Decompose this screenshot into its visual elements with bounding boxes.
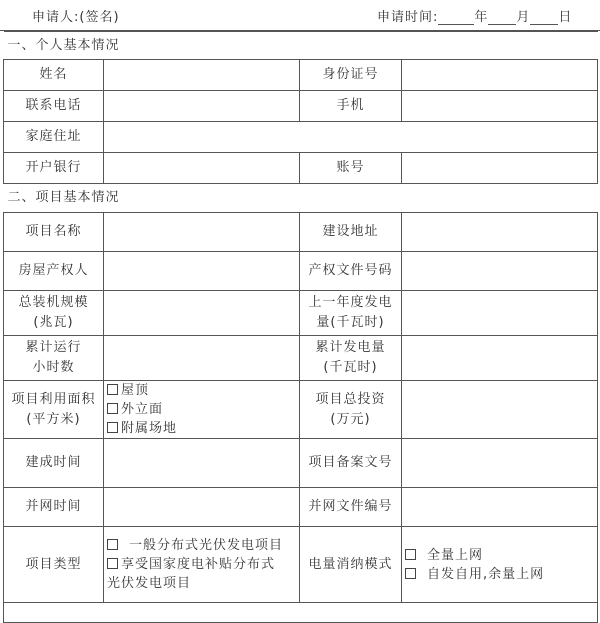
owner-label: 房屋产权人	[4, 252, 104, 291]
total-generation-field[interactable]	[402, 336, 598, 381]
month-blank[interactable]	[488, 10, 516, 25]
investment-line1: 项目总投资	[315, 391, 386, 407]
checkbox-self-use[interactable]	[405, 568, 416, 579]
capacity-label-line2: (兆瓦)	[33, 315, 74, 330]
area-option-roof-label: 屋顶	[121, 383, 150, 398]
application-date	[377, 6, 572, 25]
bank-label: 开户银行	[4, 153, 104, 184]
id-number-label: 身份证号	[300, 60, 402, 91]
phone-field[interactable]	[104, 91, 300, 122]
type-option-general[interactable]	[107, 536, 299, 555]
last-gen-line1: 上一年度发电	[308, 295, 393, 310]
checkbox-full-grid[interactable]	[405, 549, 416, 560]
project-name-field[interactable]	[104, 213, 300, 252]
continuation-row	[4, 603, 598, 623]
consumption-option-full[interactable]	[405, 546, 597, 565]
day-blank[interactable]	[530, 10, 558, 25]
consumption-option-full-label: 全量上网	[427, 547, 484, 563]
type-option-subsidy-cont: 光伏发电项目	[107, 576, 192, 591]
project-type-options	[104, 527, 300, 603]
build-time-label: 建成时间	[4, 439, 104, 488]
area-options	[104, 381, 300, 439]
year-label: 年	[474, 10, 489, 25]
checkbox-subsidy[interactable]	[107, 558, 118, 569]
capacity-label	[4, 291, 104, 336]
last-year-generation-field[interactable]	[402, 291, 598, 336]
section-project-title: 二、项目基本情况	[4, 184, 598, 213]
day-label: 日	[558, 10, 573, 25]
checkbox-roof[interactable]	[107, 384, 118, 395]
area-option-facade-label: 外立面	[121, 402, 164, 417]
consumption-option-self-label: 自发自用,余量上网	[427, 566, 545, 582]
address-label: 家庭住址	[4, 122, 104, 153]
id-number-field[interactable]	[402, 60, 598, 91]
type-option-general-label: 一般分布式光伏发电项目	[129, 538, 284, 553]
run-hours-line1: 累计运行	[25, 340, 82, 355]
capacity-label-line1: 总装机规模	[18, 295, 89, 310]
grid-time-field[interactable]	[104, 488, 300, 527]
last-year-generation-label	[300, 291, 402, 336]
year-blank[interactable]	[438, 10, 474, 25]
area-option-facade[interactable]	[107, 400, 299, 419]
consumption-mode-label: 电量消纳模式	[300, 527, 402, 603]
site-label: 建设地址	[300, 213, 402, 252]
capacity-field[interactable]	[104, 291, 300, 336]
project-name-label: 项目名称	[4, 213, 104, 252]
grid-time-label: 并网时间	[4, 488, 104, 527]
checkbox-site[interactable]	[107, 422, 118, 433]
mobile-field[interactable]	[402, 91, 598, 122]
total-gen-line1: 累计发电量	[315, 340, 386, 355]
section-personal-title: 一、个人基本情况	[4, 32, 598, 60]
checkbox-general[interactable]	[107, 539, 118, 550]
form-header	[0, 0, 600, 31]
last-gen-line2: 量(千瓦时)	[316, 315, 385, 330]
checkbox-facade[interactable]	[107, 403, 118, 414]
area-line2: (平方米)	[26, 411, 81, 427]
address-field[interactable]	[104, 122, 598, 153]
applicant-signature-label: 申请人:(签名)	[32, 10, 120, 25]
run-hours-line2: 小时数	[32, 360, 75, 375]
date-label: 申请时间:	[377, 10, 439, 25]
investment-line2: (万元)	[330, 411, 371, 427]
phone-label: 联系电话	[4, 91, 104, 122]
month-label: 月	[516, 10, 531, 25]
consumption-option-self[interactable]	[405, 565, 597, 584]
area-option-site[interactable]	[107, 419, 299, 438]
area-option-roof[interactable]	[107, 381, 299, 400]
investment-field[interactable]	[402, 381, 598, 439]
consumption-options	[402, 527, 598, 603]
grid-doc-number-field[interactable]	[402, 488, 598, 527]
application-form-table	[3, 31, 598, 623]
record-number-field[interactable]	[402, 439, 598, 488]
grid-doc-number-label: 并网文件编号	[300, 488, 402, 527]
run-hours-label	[4, 336, 104, 381]
name-field[interactable]	[104, 60, 300, 91]
total-gen-line2: (千瓦时)	[323, 360, 378, 375]
area-option-site-label: 附属场地	[121, 421, 178, 436]
account-label: 账号	[300, 153, 402, 184]
record-number-label: 项目备案文号	[300, 439, 402, 488]
type-option-subsidy[interactable]	[107, 555, 299, 574]
run-hours-field[interactable]	[104, 336, 300, 381]
owner-field[interactable]	[104, 252, 300, 291]
account-field[interactable]	[402, 153, 598, 184]
area-label	[4, 381, 104, 439]
name-label: 姓名	[4, 60, 104, 91]
area-line1: 项目利用面积	[11, 391, 96, 407]
project-type-label: 项目类型	[4, 527, 104, 603]
bank-field[interactable]	[104, 153, 300, 184]
site-field[interactable]	[402, 213, 598, 252]
investment-label	[300, 381, 402, 439]
build-time-field[interactable]	[104, 439, 300, 488]
mobile-label: 手机	[300, 91, 402, 122]
deed-number-label: 产权文件号码	[300, 252, 402, 291]
type-option-subsidy-label: 享受国家度电补贴分布式	[121, 557, 276, 572]
deed-number-field[interactable]	[402, 252, 598, 291]
total-generation-label	[300, 336, 402, 381]
